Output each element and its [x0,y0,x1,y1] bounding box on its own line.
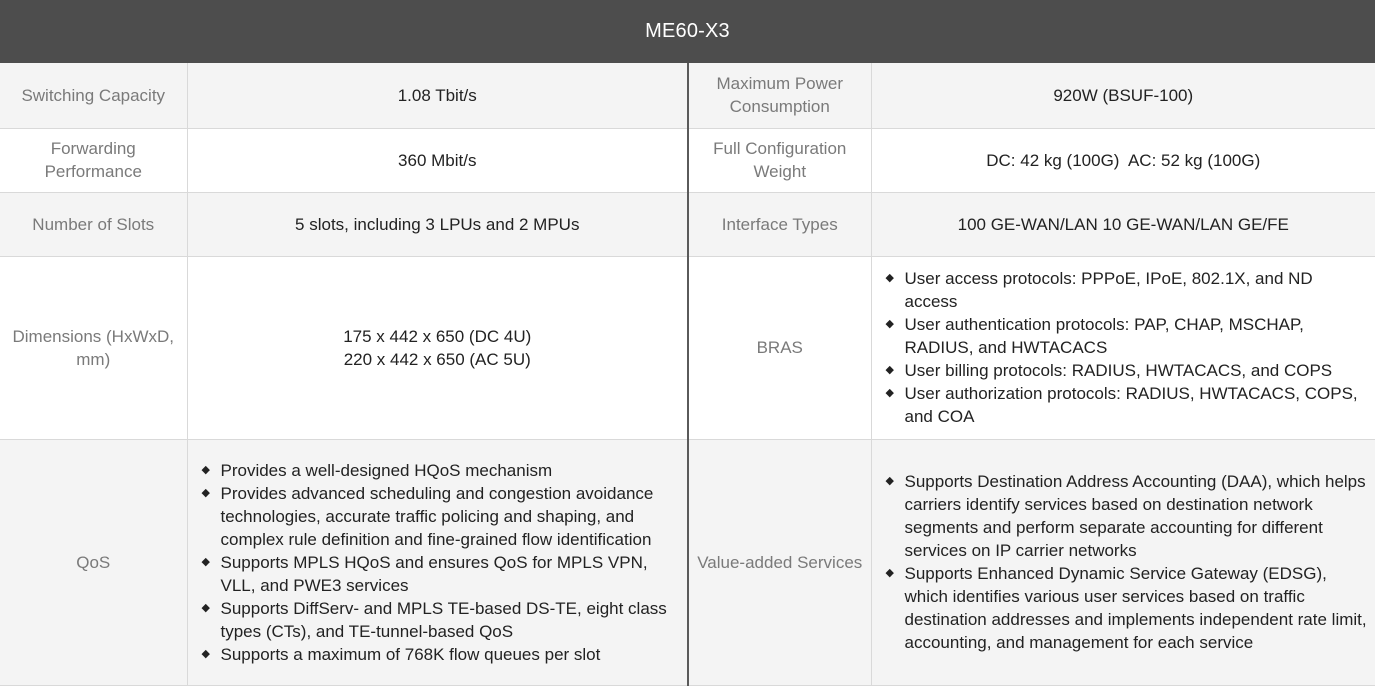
bras-list [872,267,1375,428]
spec-value: 1.08 Tbit/s [187,63,688,128]
spec-label: Interface Types [688,192,871,256]
spec-value: DC: 42 kg (100G) AC: 52 kg (100G) [871,128,1375,192]
spec-label: Full Configuration Weight [688,128,871,192]
spec-table [0,63,1375,686]
spec-value [871,256,1375,439]
table-row [0,256,1375,439]
spec-label: QoS [0,439,187,685]
diamond-bullet-icon: ◆ [885,475,894,487]
diamond-bullet-icon: ◆ [885,567,894,579]
table-row [0,439,1375,685]
spec-label: Switching Capacity [0,63,187,128]
table-row [0,192,1375,256]
spec-label: BRAS [688,256,871,439]
list-item: ◆ User authorization protocols: RADIUS, HWTACACS, COPS, and COA [885,384,1358,426]
spec-value [871,439,1375,685]
dimension-line: 220 x 442 x 650 (AC 5U) [343,349,531,369]
diamond-bullet-icon: ◆ [201,463,210,476]
list-item: ◆ Supports Enhanced Dynamic Service Gateway (EDSG), which identifies various user services based on traffic destination addresses and implements independent rate limit, accounting, and management for each service [885,564,1367,652]
table-row [0,128,1375,192]
dimension-line: 175 x 442 x 650 (DC 4U) [343,326,532,346]
list-item: ◆ User authentication protocols: PAP, CHAP, MSCHAP, RADIUS, and HWTACACS [885,315,1304,357]
page-title [0,0,1375,63]
spec-value [187,256,688,439]
spec-value: 5 slots, including 3 LPUs and 2 MPUs [187,192,688,256]
diamond-bullet-icon: ◆ [885,318,894,330]
spec-value: 100 GE-WAN/LAN 10 GE-WAN/LAN GE/FE [871,192,1375,256]
diamond-bullet-icon: ◆ [201,647,210,660]
list-item: ◆ User billing protocols: RADIUS, HWTACACS, and COPS [885,361,1333,380]
spec-value: 920W (BSUF-100) [871,63,1375,128]
list-item: ◆ Provides a well-designed HQoS mechanism [201,460,553,480]
diamond-bullet-icon: ◆ [201,486,210,499]
list-item: ◆ User access protocols: PPPoE, IPoE, 802.1X, and ND access [885,269,1313,311]
list-item: ◆ Supports MPLS HQoS and ensures QoS for MPLS VPN, VLL, and PWE3 services [201,552,648,595]
spec-label: Dimensions (HxWxD, mm) [0,256,187,439]
diamond-bullet-icon: ◆ [885,387,894,399]
spec-label: Maximum Power Consumption [688,63,871,128]
qos-list [188,459,688,666]
list-item: ◆ Provides advanced scheduling and congestion avoidance technologies, accurate traffic policing and shaping, and complex rule definition and fine-grained flow identification [201,483,654,549]
page-title-text: ME60-X3 [645,20,730,42]
spec-label: Number of Slots [0,192,187,256]
diamond-bullet-icon: ◆ [201,601,210,614]
diamond-bullet-icon: ◆ [201,555,210,568]
diamond-bullet-icon: ◆ [885,272,894,284]
list-item: ◆ Supports Destination Address Accounting (DAA), which helps carriers identify services based on destination network segments and perform separate accounting for different services on IP carrier networks [885,472,1366,560]
spec-value [187,439,688,685]
value-added-list [872,470,1375,654]
spec-label: Value-added Services [688,439,871,685]
list-item: ◆ Supports a maximum of 768K flow queues per slot [201,644,601,664]
list-item: ◆ Supports DiffServ- and MPLS TE-based DS-TE, eight class types (CTs), and TE-tunnel-based QoS [201,598,667,641]
spec-value: 360 Mbit/s [187,128,688,192]
table-row [0,63,1375,128]
spec-label: Forwarding Performance [0,128,187,192]
diamond-bullet-icon: ◆ [885,364,894,376]
